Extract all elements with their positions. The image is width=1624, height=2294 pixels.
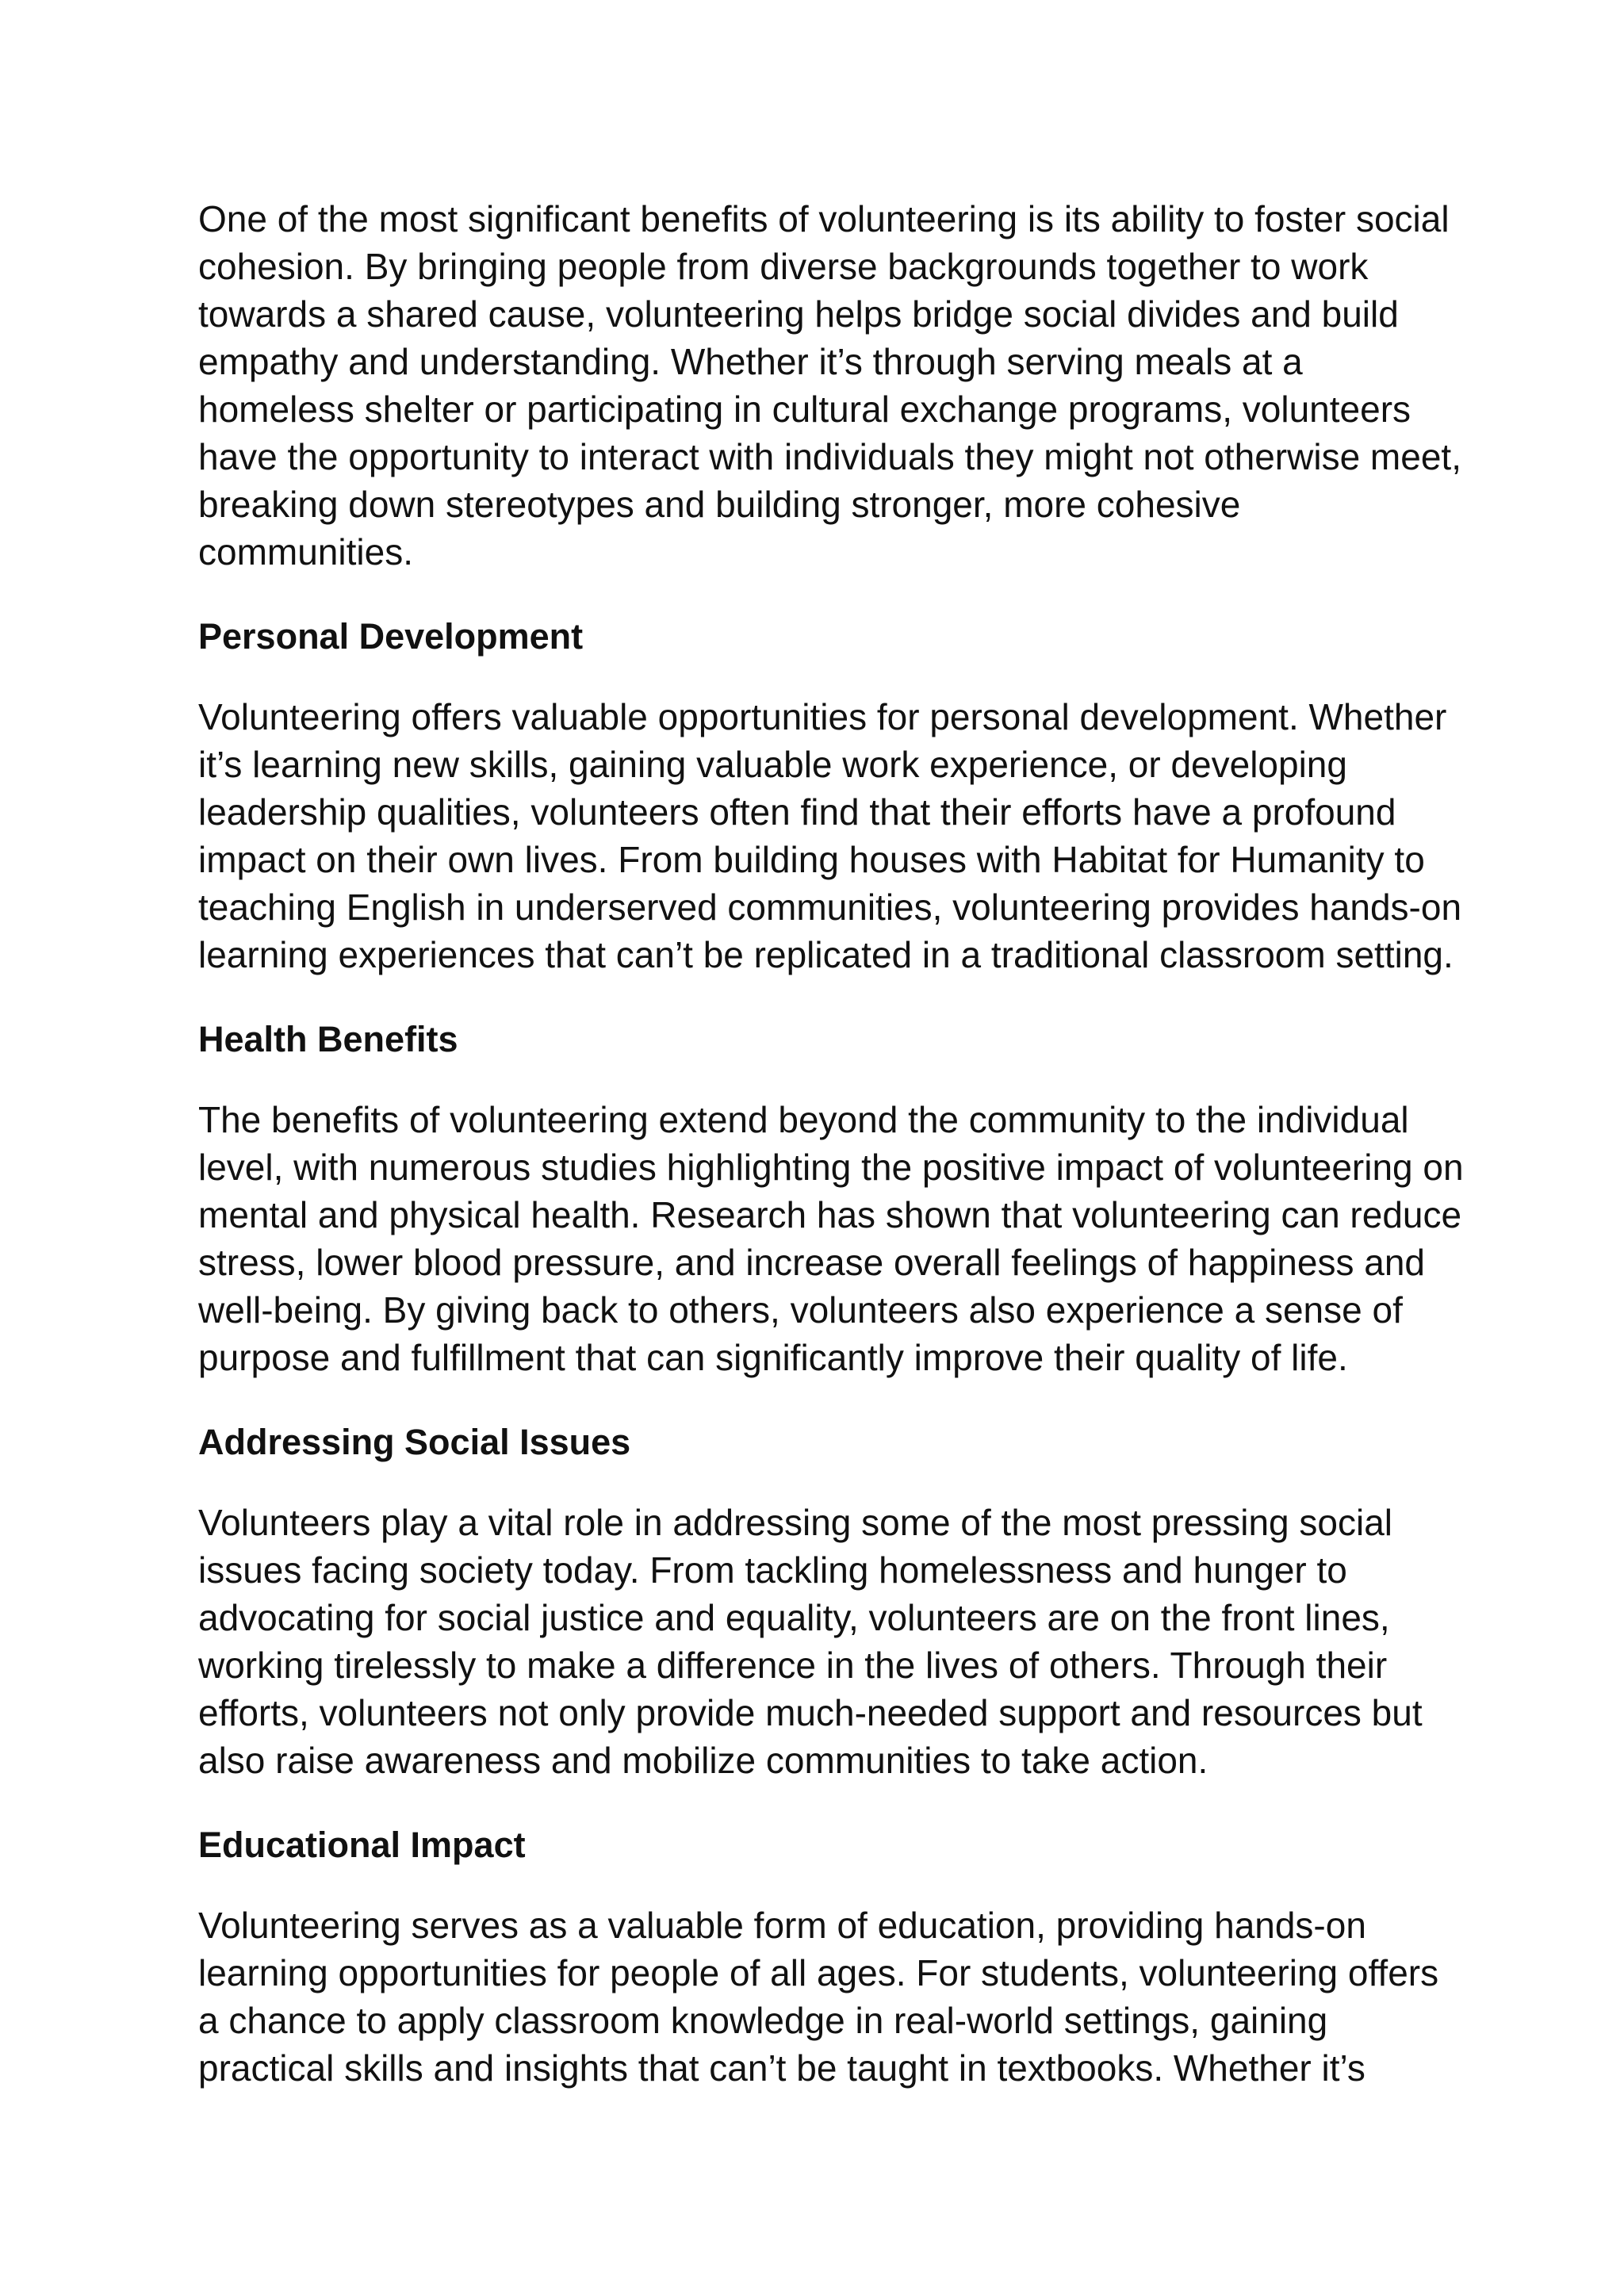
paragraph-line: Volunteering serves as a valuable form of education, providing hands-on	[198, 1905, 1366, 1946]
paragraph-line: towards a shared cause, volunteering helps bridge social divides and build	[198, 293, 1399, 335]
paragraph-line: One of the most significant benefits of volunteering is its ability to foster social	[198, 198, 1450, 239]
paragraph-line: learning experiences that can’t be replicated in a traditional classroom setting.	[198, 934, 1454, 975]
paragraph-line: cohesion. By bringing people from diverse backgrounds together to work	[198, 246, 1369, 287]
paragraph-line: stress, lower blood pressure, and increase overall feelings of happiness and	[198, 1242, 1425, 1283]
paragraph-line: a chance to apply classroom knowledge in real-world settings, gaining	[198, 2000, 1328, 2041]
section-heading-personal-development: Personal Development	[198, 616, 584, 657]
paragraph-line: breaking down stereotypes and building stronger, more cohesive	[198, 484, 1241, 525]
paragraph-line: advocating for social justice and equality, volunteers are on the front lines,	[198, 1597, 1390, 1638]
paragraph-line: have the opportunity to interact with individuals they might not otherwise meet,	[198, 436, 1461, 477]
document-page	[198, 195, 1464, 2092]
section-heading-addressing-social-issues: Addressing Social Issues	[198, 1422, 631, 1462]
paragraph-line: level, with numerous studies highlighting the positive impact of volunteering on	[198, 1147, 1464, 1188]
paragraph-line: Volunteering offers valuable opportunities for personal development. Whether	[198, 696, 1447, 737]
paragraph-health-benefits	[198, 1096, 1464, 1381]
paragraph-line: teaching English in underserved communities, volunteering provides hands-on	[198, 887, 1462, 928]
section-heading-health-benefits: Health Benefits	[198, 1019, 458, 1059]
paragraph-line: mental and physical health. Research has shown that volunteering can reduce	[198, 1194, 1462, 1235]
paragraph-line: learning opportunities for people of all ages. For students, volunteering offers	[198, 1952, 1439, 1993]
paragraph-line: also raise awareness and mobilize communities to take action.	[198, 1740, 1208, 1781]
paragraph-line: issues facing society today. From tackling homelessness and hunger to	[198, 1549, 1347, 1591]
paragraph-line: working tirelessly to make a difference in the lives of others. Through their	[198, 1645, 1388, 1686]
paragraph-line: The benefits of volunteering extend beyond the community to the individual	[198, 1099, 1409, 1140]
paragraph-line: well-being. By giving back to others, volunteers also experience a sense of	[198, 1289, 1403, 1331]
paragraph-addressing-social-issues	[198, 1499, 1451, 1784]
paragraph-line: impact on their own lives. From building houses with Habitat for Humanity to	[198, 839, 1425, 880]
paragraph-personal-development	[198, 693, 1462, 978]
paragraph-line: purpose and fulfillment that can significantly improve their quality of life.	[198, 1337, 1348, 1378]
paragraph-line: leadership qualities, volunteers often find that their efforts have a profound	[198, 791, 1396, 833]
paragraph-educational-impact	[198, 1901, 1451, 2092]
paragraph-line: it’s learning new skills, gaining valuable work experience, or developing	[198, 744, 1347, 785]
paragraph-line: efforts, volunteers not only provide much-needed support and resources but	[198, 1692, 1423, 1733]
paragraph-line: homeless shelter or participating in cultural exchange programs, volunteers	[198, 389, 1411, 430]
paragraph-line: Volunteers play a vital role in addressing some of the most pressing social	[198, 1502, 1393, 1543]
paragraph-line: communities.	[198, 531, 413, 573]
paragraph-line: practical skills and insights that can’t be taught in textbooks. Whether it’s	[198, 2047, 1365, 2089]
paragraph-social-cohesion	[198, 195, 1461, 576]
paragraph-line: empathy and understanding. Whether it’s through serving meals at a	[198, 341, 1303, 382]
section-heading-educational-impact: Educational Impact	[198, 1825, 526, 1865]
